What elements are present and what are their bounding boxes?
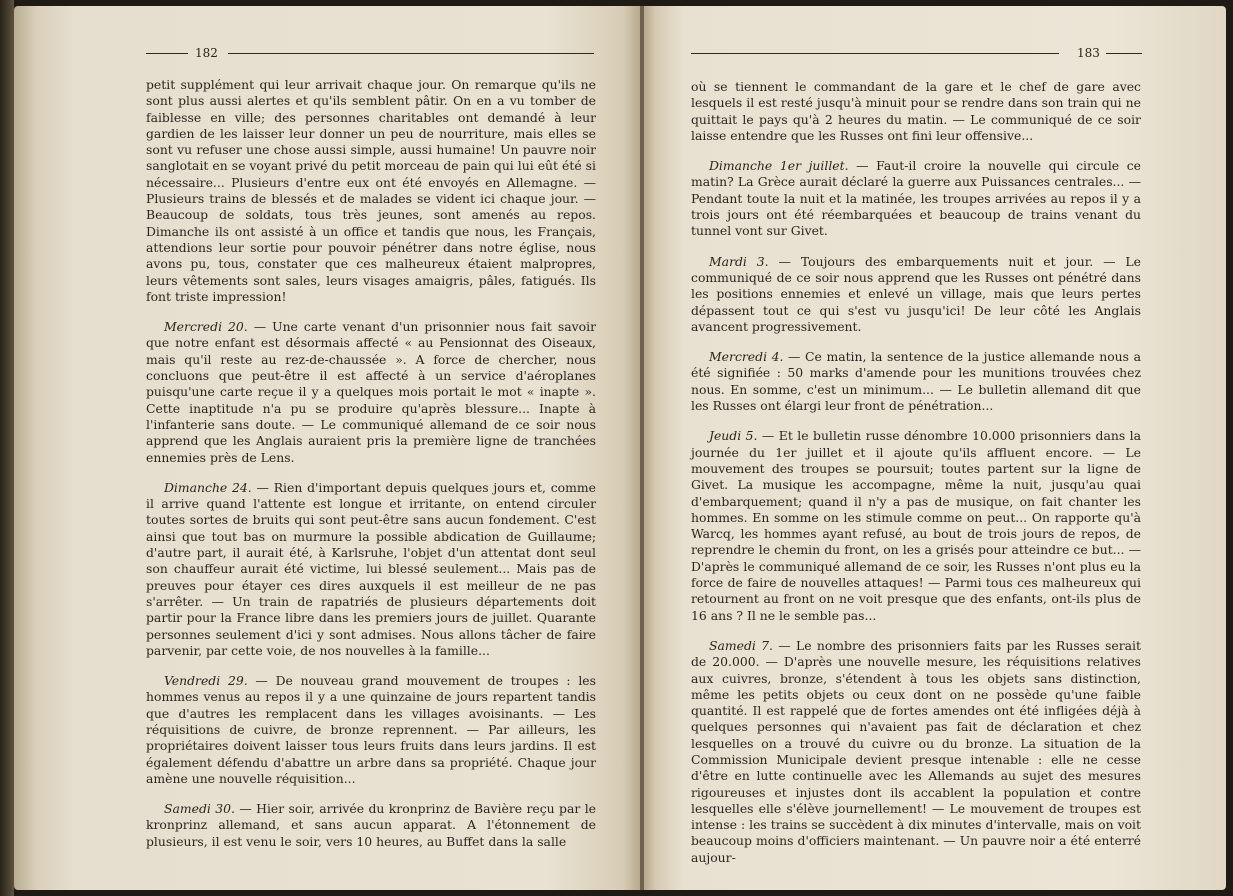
entry-date: Dimanche 1er juillet. [709,158,849,174]
entry-text: — Rien d'important depuis quelques jours et, comme il arrive quand l'attente est longue et irritante, on entend circuler toutes sortes de bruits qui sont peut-être sans aucun fondement. C'est ainsi que tout bas on murmure la possible abdication de Guillaume; d'autre part, il aurait été, à Karlsruhe, l'objet d'un attentat dont seul son chauffeur aurait été victime, lui blessé seulement... Mais pas de preuves pour étayer ces dires auxquels il est meilleur de ne pas s'arrêter. — Un train de rapatriés de plusieurs départements doit partir pour la France libre dans les premiers jours de juillet. Quarante personnes seulement d'ici y sont admises. Nous allons tâcher de faire parvenir, par cette voie, de nos nouvelles à la famille... [146,479,596,658]
entry-date: Samedi 30. [164,801,235,817]
entry-date: Jeudi 5. [709,428,758,444]
entry-text: — Toujours des embarquements nuit et jour. — Le communiqué de ce soir nous apprend que les Russes ont pénétré dans les positions ennemies et enlevé un village, mais que leurs pertes dépassent tout ce qui s'est vu jusqu'ici! De leur côté les Anglais avancent progressivement. [691,253,1141,334]
diary-entry [146,480,596,659]
entry-text: — Hier soir, arrivée du kronprinz de Bavière reçu par le kronprinz allemand, et sans aucun apparat. A l'étonnement de plusieurs, il est venu le soir, vers 10 heures, au Buffet dans la salle [146,801,596,849]
diary-entry [691,638,1141,866]
entry-date: Samedi 7. [709,637,773,653]
diary-entry [146,801,596,850]
entry-text: — Et le bulletin russe dénombre 10.000 prisonniers dans la journée du 1er juillet et il ajoute qu'ils affluent encore. — Le mouvement des troupes se poursuit; toutes partent sur la ligne de Givet. La musique les accompagne, même la nuit, jusqu'au quai d'embarquement; quand il n'y a pas de musique, on fait chanter les hommes. En somme on les stimule comme on peut... On rapporte qu'à Warcq, les hommes ayant refusé, au bout de trois jours de repos, de reprendre le chemin du front, on les a grisés pour atteindre ce but... — D'après le communiqué allemand de ce soir, les Russes n'ont plus eu la force de faire de nouvelles attaques! — Parmi tous ces malheureux qui retournent au front on ne voit presque que des enfants, ont-ils plus de 16 ans ? Il ne le semble pas... [691,428,1142,623]
right-page-header [644,46,1226,60]
left-page [14,6,642,890]
diary-entry [691,158,1141,239]
left-page-header [14,46,642,60]
paragraph [146,77,596,305]
diary-entry [691,254,1141,335]
entry-text: — Ce matin, la sentence de la justice allemande nous a été signifiée : 50 marks d'amende pour les munitions trouvées chez nous. En somme, c'est un minimum... — Le bulletin allemand dit que les Russes ont élargi leur front de pénétration... [691,349,1141,414]
entry-text: — Faut-il croire la nouvelle qui circule ce matin? La Grèce aurait déclaré la guerre aux Puissances centrales... — Pendant toute la nuit et la matinée, les troupes arrivées au repos il y a trois jours ont été réembarquées et beaucoup de trains venant du tunnel vont sur Givet. [691,158,1141,239]
left-page-body [146,77,596,864]
page-number: 182 [195,46,218,60]
diary-entry [691,349,1141,414]
diary-entry [691,428,1141,624]
header-rule-short [146,53,188,54]
diary-entry [146,319,596,466]
entry-date: Mercredi 4. [709,349,784,365]
diary-entry [146,673,596,787]
entry-date: Vendredi 29. [164,673,248,689]
book-edge [0,0,14,896]
right-page [644,6,1226,890]
entry-text: — Une carte venant d'un prisonnier nous fait savoir que notre enfant est désormais affecté « au Pensionnat des Oiseaux, mais qu'il reste au rez-de-chaussée ». A force de chercher, nous concluons que peut-être il est affecté à un service d'aéroplanes puisqu'une carte reçue il y a quelques mois portait le mot « inapte ». Cette inaptitude n'a pu se produire qu'après blessure... Inapte à l'infanterie sans doute. — Le communiqué allemand de ce soir nous apprend que les Anglais auraient pris la première ligne de tranchées ennemies près de Lens. [146,319,596,465]
entry-date: Mercredi 20. [164,319,248,335]
paragraph-text: où se tiennent le commandant de la gare et le chef de gare avec lesquels il est resté jusqu'à minuit pour se rendre dans son train qui ne quittait le pays qu'à 2 heures du matin. — Le communiqué de ce soir laisse entendre que les Russes ont fini leur offensive... [691,79,1141,143]
entry-date: Dimanche 24. [164,479,252,495]
paragraph [691,79,1141,144]
header-rule-short [1106,53,1142,54]
header-rule-long [228,53,594,54]
header-rule-long [691,53,1059,54]
entry-date: Mardi 3. [709,253,769,269]
paragraph-text: petit supplément qui leur arrivait chaque jour. On remarque qu'ils ne sont plus aussi alertes et qu'ils semblent pâtir. On en a vu tomber de faiblesse en ville; des personnes charitables ont demandé à leur gardien de les laisser leur donner un peu de nourriture, mais elles se sont vu refuser une chose aussi simple, aussi humaine! Un pauvre noir sanglotait en se voyant privé du petit morceau de pain qui lui eût été si nécessaire... Plusieurs d'entre eux ont été envoyés en Allemagne. — Plusieurs trains de blessés et de malades se vident ici chaque jour. — Beaucoup de soldats, tous très jeunes, sont amenés au repos. Dimanche ils ont assisté à un office et tandis que nous, les Français, attendions leur sortie pour pouvoir pénétrer dans notre église, nous avons pu, tous, constater que ces malheureux étaient malpropres, leurs vêtements sont sales, leurs visages amaigris, pâles, fatigués. Ils font triste impression! [146,77,596,304]
entry-text: — De nouveau grand mouvement de troupes : les hommes venus au repos il y a une quinzaine de jours repartent tandis que d'autres les remplacent dans les villages avoisinants. — Les réquisitions de cuivre, de bronze reprennent. — Par ailleurs, les propriétaires doivent laisser tous leurs fruits dans leurs jardins. Il est également défendu d'abattre un arbre dans sa propriété. Chaque jour amène une nouvelle réquisition... [146,673,596,786]
page-number: 183 [1077,46,1100,60]
right-page-body [691,79,1141,880]
entry-text: — Le nombre des prisonniers faits par les Russes serait de 20.000. — D'après une nouvelle mesure, les réquisitions relatives aux cuivres, bronze, s'étendent à tous les objets sans distinction, même les petits objets ou ceux dont on ne possède qu'une faible quantité. Il est rappelé que de fortes amendes ont été infligées déjà à quelques personnes qui n'avaient pas fait de déclaration et chez lesquelles on a trouvé du cuivre ou du bronze. La situation de la Commission Municipale devient presque intenable : elle ne cesse d'être en lutte continuelle avec les Allemands au sujet des mesures rigoureuses et injustes dont ils accablent la population et contre lesquelles elle s'élève journellement! — Le mouvement de troupes est intense : les trains se succèdent à dix minutes d'intervalle, mais on voit beaucoup moins d'officiers maintenant. — Un pauvre noir a été enterré aujour- [691,637,1141,865]
